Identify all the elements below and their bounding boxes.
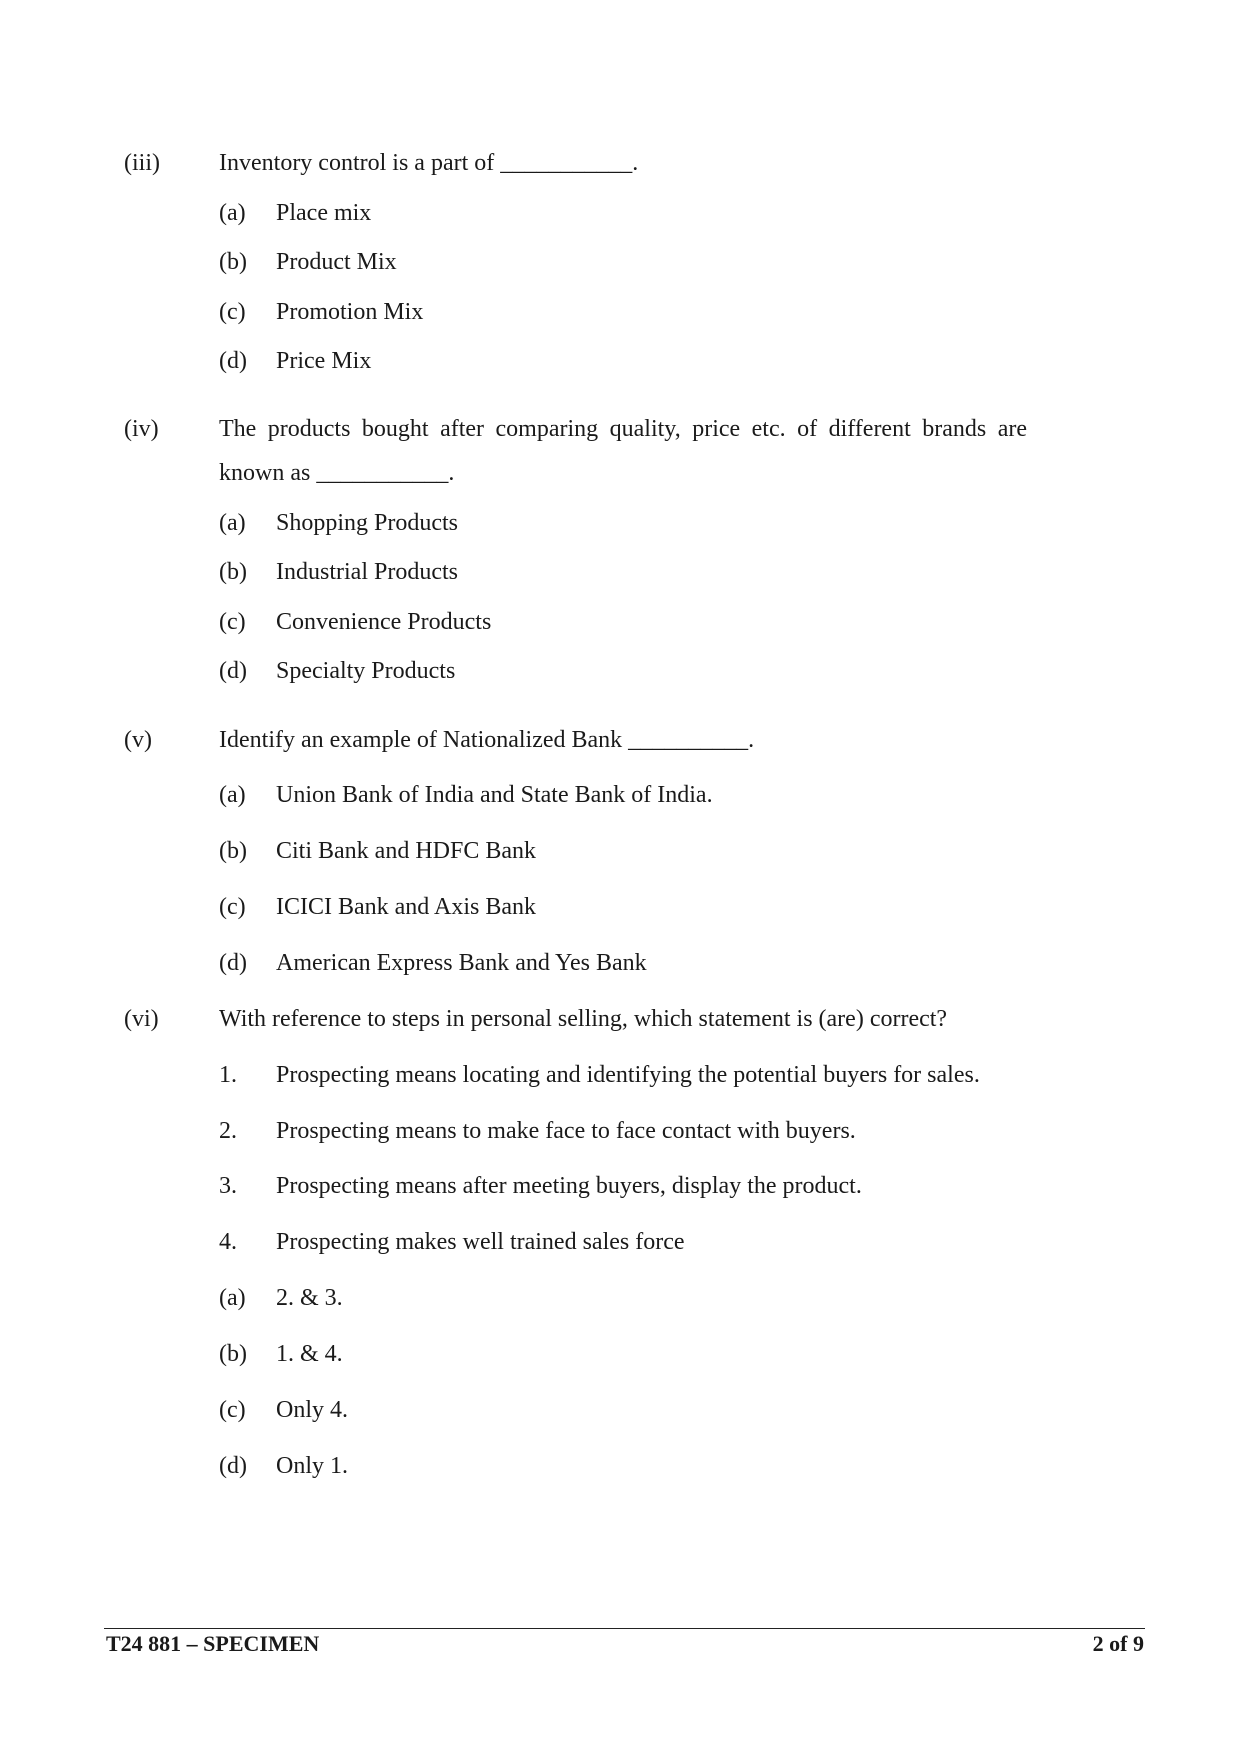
paper-code: T24 881 – SPECIMEN [106,1631,320,1656]
option-key: (b) [219,838,247,864]
question-text: Identify an example of Nationalized Bank __________. [219,727,755,753]
statement-key: 2. [219,1118,237,1144]
option-key: (b) [219,559,247,585]
question-number: (v) [124,727,152,753]
statement-text: Prospecting means to make face to face contact with buyers. [276,1118,856,1144]
question-text: Inventory control is a part of ___________. [219,150,639,176]
option-key: (c) [219,609,246,635]
option-key: (d) [219,1453,247,1479]
footer-divider [104,1628,1145,1629]
question-number: (vi) [124,1006,159,1032]
statement-text: Prospecting means after meeting buyers, display the product. [276,1173,862,1199]
option-text: ICICI Bank and Axis Bank [276,894,536,920]
option-text: 1. & 4. [276,1341,343,1367]
option-key: (d) [219,950,247,976]
option-text: Only 1. [276,1453,348,1479]
option-key: (a) [219,200,246,226]
option-text: 2. & 3. [276,1285,343,1311]
option-key: (b) [219,249,247,275]
option-text: Only 4. [276,1397,348,1423]
option-key: (d) [219,348,247,374]
statement-text: Prospecting means locating and identifying the potential buyers for sales. [276,1062,980,1088]
question-number: (iv) [124,416,159,442]
statement-key: 4. [219,1229,237,1255]
option-key: (a) [219,510,246,536]
question-number: (iii) [124,150,160,176]
option-text: Place mix [276,200,372,226]
statement-key: 1. [219,1062,237,1088]
statement-text: Prospecting makes well trained sales force [276,1229,685,1255]
option-key: (c) [219,299,246,325]
option-text: Industrial Products [276,559,458,585]
option-text: Convenience Products [276,609,492,635]
option-text: Promotion Mix [276,299,424,325]
statement-key: 3. [219,1173,237,1199]
option-key: (b) [219,1341,247,1367]
option-text: Price Mix [276,348,372,374]
option-text: American Express Bank and Yes Bank [276,950,647,976]
question-text: With reference to steps in personal selling, which statement is (are) correct? [219,1006,948,1032]
page-number: 2 of 9 [1092,1631,1144,1656]
option-key: (d) [219,658,247,684]
option-key: (a) [219,1285,246,1311]
option-text: Citi Bank and HDFC Bank [276,838,537,864]
question-text: The products bought after comparing quality, price etc. of different brands are known as ___________. [219,416,1027,486]
option-text: Shopping Products [276,510,459,536]
option-key: (c) [219,894,246,920]
option-text: Product Mix [276,249,397,275]
option-key: (a) [219,782,246,808]
option-key: (c) [219,1397,246,1423]
option-text: Union Bank of India and State Bank of India. [276,782,713,808]
option-text: Specialty Products [276,658,456,684]
